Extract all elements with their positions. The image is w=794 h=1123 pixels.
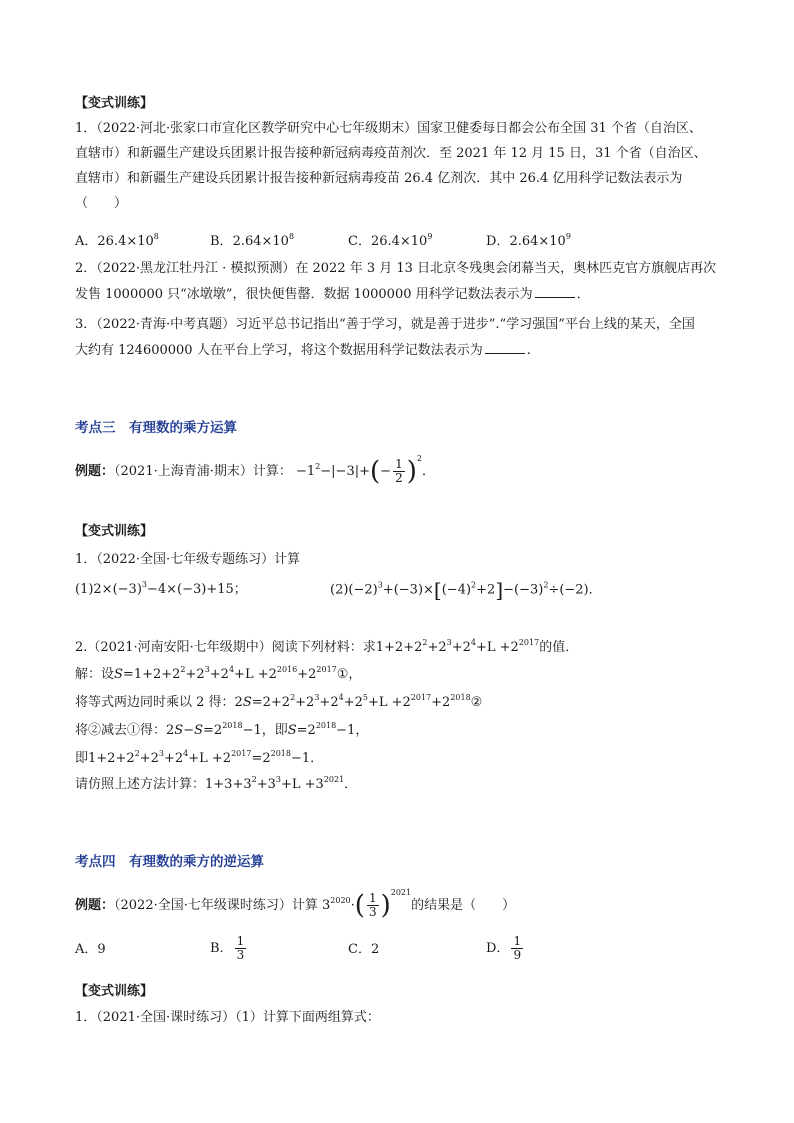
q3-line-2: 大约有 124600000 人在平台上学习，将这个数据用科学记数法表示为 . [75, 343, 531, 358]
q1-option-b: B．$2.64\times 10^8$ [210, 232, 295, 249]
q1-line-3: 直辖市）和新疆生产建设兵团累计报告接种新冠病毒疫苗 26.4 亿剂次．其中 26.4 亿用科学记数法表示为 [75, 171, 683, 186]
s3-q1-line: 1．（2021·全国·课时练习）（1）计算下面两组算式： [75, 1010, 380, 1025]
answer-blank[interactable] [485, 341, 525, 354]
s3-option-a: A．9 [75, 942, 106, 957]
example-line: 例题：（2021·上海青浦·期末）计算： $-1^2-|-3|+(-$ $\frac{1}{2}$ )$^2$． [75, 454, 435, 487]
s3-option-b: B． $\frac{1}{3}$ [210, 934, 245, 962]
q3-line-1: 3．（2022·青海·中考真题）习近平总书记指出“善于学习，就是善于进步”.“学习强国”平台上线的某天，全国 [75, 317, 695, 332]
s3-example-line: 例题：（2022·全国·七年级课时练习）计算 $3^{2020}\cdot$( $\frac{1}{3}$ )$^{2021}$的结果是（ ） [75, 888, 516, 921]
s2-q1-title: 1．（2022·全国·七年级专题练习）计算 [75, 552, 301, 567]
q1-option-d: D．$2.64\times 10^9$ [486, 232, 571, 249]
variant-training-header-1: 【变式训练】 [75, 96, 154, 111]
variant-training-header-3: 【变式训练】 [75, 984, 154, 999]
s2-q2-line-6: 请仿照上述方法计算：$1+3+3^2+3^3+L +3^{2021}$． [75, 775, 358, 792]
q1-line-1: 1．（2022·河北·张家口市宣化区教学研究中心七年级期末）国家卫健委每日都会公布全国 31 个省（自治区、 [75, 121, 702, 136]
s2-q1-part2: $(2)(-2)^3+(-3)\times[(-4)^2+2]-(-3)^2\div(-2)$． [330, 578, 602, 602]
q2-line-1: 2．（2022·黑龙江牡丹江 · 模拟预测）在 2022 年 3 月 13 日北京冬残奥会闭幕当天，奥林匹克官方旗舰店再次 [75, 261, 717, 276]
variant-training-header-2: 【变式训练】 [75, 524, 154, 539]
s2-q2-line-4: 将②减去①得：$2S-S=2^{2018}-1$，即$S=2^{2018}-1$， [75, 721, 369, 738]
q2-line-2: 发售 1000000 只“冰墩墩”，很快便售罄．数据 1000000 用科学记数法表示为 ． [75, 287, 590, 302]
section-title-point-4: 考点四 有理数的乘方的逆运算 [75, 854, 264, 870]
s2-q2-line-3: 将等式两边同时乘以 2 得：$2S=2+2^2+2^3+2^4+2^5+L$ $+2^{2017}+2^{2018}②$ [75, 693, 483, 710]
s2-q1-part1: $(1)2\times(-3)^3-4\times(-3)+15$； [75, 580, 247, 597]
s2-q2-line-5: 即$1+2+2^2+2^3+2^4+L +2^{2017}=2^{2018}-1$． [75, 749, 324, 766]
q1-option-c: C．$26.4\times 10^9$ [348, 232, 433, 249]
s2-q2-line-2: 解：设$S=1+2+2^2+2^3+2^4+L$ $+2^{2016}+2^{2017}①$， [75, 665, 362, 682]
q1-option-a: A．$26.4\times 10^8$ [75, 232, 159, 249]
q1-line-2: 直辖市）和新疆生产建设兵团累计报告接种新冠病毒疫苗剂次．至 2021 年 12 月 15 日，31 个省（自治区、 [75, 146, 707, 161]
q1-line-4: （ ） [75, 196, 128, 211]
s3-option-d: D． $\frac{1}{9}$ [486, 934, 522, 962]
answer-blank[interactable] [535, 285, 575, 298]
s3-option-c: C．2 [348, 942, 380, 957]
section-title-point-3: 考点三 有理数的乘方运算 [75, 420, 237, 436]
s2-q2-line-1: 2.（2021·河南安阳·七年级期中）阅读下列材料：求$1+2+2^2+2^3+2^4+L +2^{2017}$的值． [75, 638, 579, 655]
